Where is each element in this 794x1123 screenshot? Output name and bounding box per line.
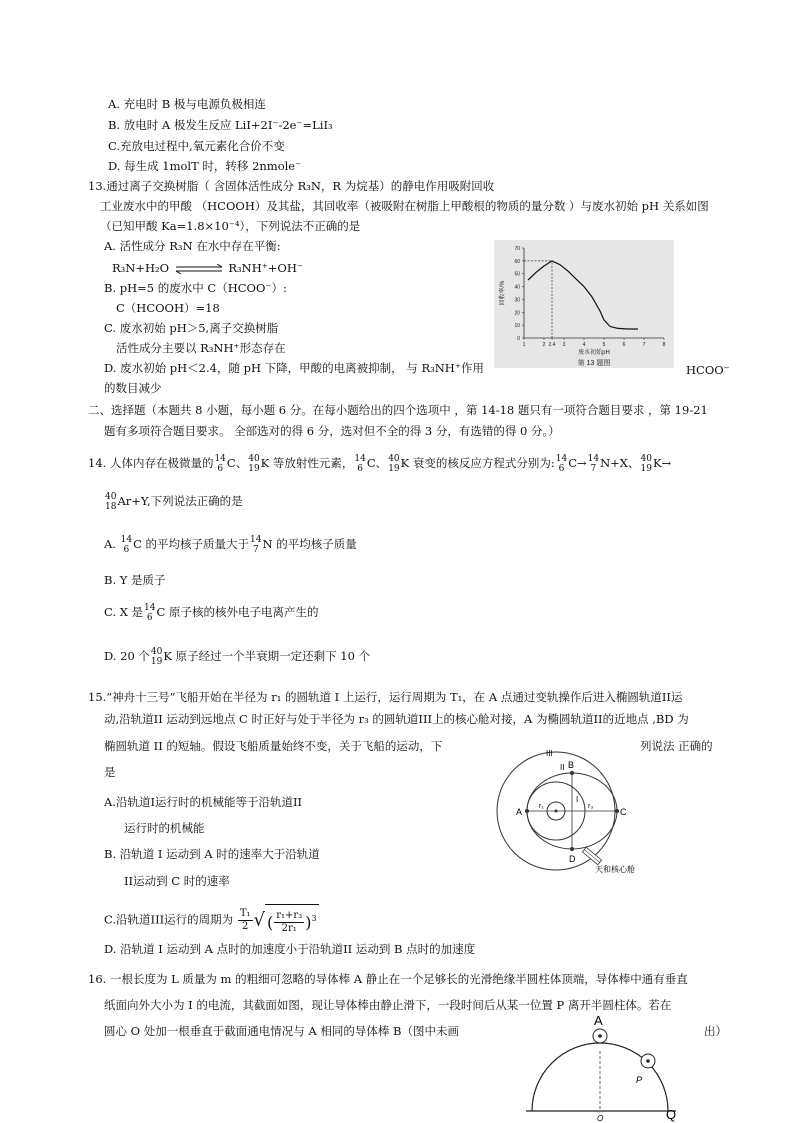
sqrt-radicand: ( $\frac{\text{r₁+r₃}}{\text{2r₁}}$ )$^3$ bbox=[265, 904, 319, 937]
recovery-curve bbox=[528, 261, 638, 329]
nuclide-k40: 40 19 bbox=[388, 454, 400, 474]
label-III: III bbox=[546, 749, 553, 758]
half-cylinder-diagram bbox=[520, 1013, 720, 1123]
q14-a-label: A. bbox=[104, 537, 116, 551]
q13-option-d-line2: 的数目减少 bbox=[104, 381, 162, 395]
label-D: D bbox=[569, 854, 576, 864]
y-tick-label: 0 bbox=[517, 336, 520, 342]
q14-c-end: C 原子核的核外电子电离产生的 bbox=[156, 605, 319, 619]
section2-instructions-line2: 题有多项符合题目要求。 全部选对的得 6 分，选对但不全的得 3 分，有选错的得 0 分。） bbox=[104, 424, 560, 438]
q13-option-c-line1: C. 废水初始 pH＞5,离子交换树脂 bbox=[104, 321, 279, 335]
q14-option-b: B. Y 是质子 bbox=[104, 573, 166, 587]
point-D bbox=[570, 847, 574, 851]
point-A bbox=[525, 809, 529, 813]
q13-option-d-line1: D. 废水初始 pH＜2.4，随 pH 下降，甲酸的电离被抑制， 与 R₃NH⁺作用 bbox=[104, 361, 484, 375]
q15-stem-line3-end: 列说法 正确的 bbox=[640, 739, 713, 753]
y-tick-label: 10 bbox=[514, 323, 520, 330]
label-C: C bbox=[620, 807, 627, 817]
nuclide-c14: 14 6 bbox=[144, 603, 156, 623]
y-tick-label: 70 bbox=[514, 246, 520, 252]
q12-option-b: B. 放电时 A 极发生反应 LiI+2I⁻-2e⁻=LiI₃ bbox=[108, 118, 333, 132]
nuclide-k40: 40 19 bbox=[640, 454, 652, 474]
q14-c-pre: C. X 是 bbox=[104, 605, 144, 619]
q15-c-pre: C.沿轨道III运行的周期为 bbox=[104, 912, 234, 927]
x-tick-label: 8 bbox=[662, 342, 666, 348]
nuclide-c14: 14 6 bbox=[214, 454, 226, 474]
section2-instructions-line1: 二、选择题（本题共 8 小题，每小题 6 分。在每小题给出的四个选项中 ，第 14-18 题只有一项符合题目要求 ，第 19-21 bbox=[88, 403, 708, 417]
y-tick-label: 40 bbox=[514, 284, 520, 291]
label-O: O bbox=[597, 1114, 604, 1123]
q14-d-pre: D. 20 个 bbox=[104, 649, 150, 663]
q13-option-a: A. 活性成分 R₃N 在水中存在平衡: bbox=[104, 239, 281, 253]
q14-text-5: C→ bbox=[568, 456, 587, 470]
q15-option-a-line2: 运行时的机械能 bbox=[124, 821, 205, 835]
x-tick-label: 6 bbox=[622, 342, 626, 348]
q13-equilibrium bbox=[112, 260, 303, 276]
q14-text-4: K 衰变的核反应方程式分别为: bbox=[400, 456, 555, 470]
label-A: A bbox=[516, 807, 523, 817]
q15-stem-line1: 15.“神舟十三号”飞船开始在半径为 r₁ 的圆轨道 I 上运行，运行周期为 T₁，在 A 点通过变轨操作后进入椭圆轨道II运 bbox=[88, 690, 683, 704]
nuclide-n14: 14 7 bbox=[587, 454, 600, 474]
nuclide-k40: 40 19 bbox=[150, 647, 163, 667]
y-axis-label: 回收率/% bbox=[500, 280, 506, 306]
q14-text-2: K 等放射性元素， bbox=[260, 456, 354, 470]
q13-option-d-hcoo: HCOO⁻ bbox=[686, 363, 730, 377]
nuclide-n14: 14 7 bbox=[250, 535, 262, 555]
period-fraction: $\frac{\text{T₁}}{2}$ bbox=[239, 907, 251, 932]
q15-option-b-line2: II运动到 C 时的速率 bbox=[124, 874, 230, 888]
recovery-rate-chart bbox=[494, 240, 674, 368]
q14-d-end: K 原子经过一个半衰期一定还剩下 10 个 bbox=[163, 649, 371, 663]
q15-option-b-line1: B. 沿轨道 I 运动到 A 时的速率大于沿轨道 bbox=[104, 847, 320, 861]
label-r3: r₃ bbox=[588, 803, 594, 810]
q13-option-b-line2: C（HCOOH）=18 bbox=[116, 301, 220, 315]
q16-stem-line3-end: 出） bbox=[704, 1024, 727, 1038]
q13-option-b-line1: B. pH=5 的废水中 C（HCOO⁻）: bbox=[104, 281, 287, 295]
q14-text-1: C、 bbox=[226, 456, 248, 470]
sqrt-icon: √ bbox=[253, 909, 265, 931]
point-C bbox=[615, 809, 619, 813]
label-A: A bbox=[594, 1013, 603, 1028]
label-P: P bbox=[636, 1075, 643, 1085]
q14-a-end: N 的平均核子质量 bbox=[262, 537, 357, 551]
q12-option-c: C.充放电过程中,氧元素化合价不变 bbox=[108, 139, 285, 153]
q14-stem-line1 bbox=[88, 452, 671, 474]
q12-option-a: A. 充电时 B 极与电源负极相连 bbox=[108, 97, 266, 111]
q13-chart-panel bbox=[494, 240, 674, 368]
orbit-diagram bbox=[496, 744, 656, 884]
x-tick-label: 4 bbox=[582, 342, 586, 348]
q13-option-c-line2: 活性成分主要以 R₃NH⁺形态存在 bbox=[116, 341, 286, 355]
q15-option-c bbox=[104, 904, 319, 937]
q15-option-d: D. 沿轨道 I 运动到 A 点时的加速度小于沿轨道II 运动到 B 点时的加速度 bbox=[104, 942, 476, 956]
q14-option-c bbox=[104, 601, 318, 623]
q16-stem-line1: 16. 一根长度为 L 质量为 m 的粗细可忽略的导体棒 A 静止在一个足够长的光滑绝缘半圆柱体顶端，导体棒中通有垂直 bbox=[88, 972, 688, 986]
q13-eq-left: R₃N+H₂O bbox=[112, 261, 170, 275]
nuclide-c14: 14 6 bbox=[354, 454, 366, 474]
x-tick-label: 1 bbox=[522, 342, 526, 348]
q14-intro: 14. 人体内存在极微量的 bbox=[88, 456, 214, 470]
label-II: II bbox=[560, 763, 565, 772]
q13-stem-line1: 13.通过离子交换树脂（ 含固体活性成分 R₃N，R 为烷基）的静电作用吸附回收 bbox=[88, 179, 495, 193]
q15-stem-line4: 是 bbox=[104, 765, 116, 779]
equilibrium-arrow-icon bbox=[174, 264, 224, 274]
point-B bbox=[570, 771, 574, 775]
q14-text-7: K→ bbox=[652, 456, 672, 470]
q14-option-a bbox=[104, 533, 357, 555]
nuclide-c14: 14 6 bbox=[120, 535, 133, 555]
q14-text-3: C、 bbox=[366, 456, 388, 470]
label-station: 天和核心舱 bbox=[595, 865, 635, 874]
label-Q: Q bbox=[666, 1107, 677, 1122]
x-axis-label: 废水初始pH bbox=[578, 350, 610, 356]
y-tick-label: 60 bbox=[514, 258, 520, 265]
label-I: I bbox=[576, 795, 579, 804]
q14-text-8: Ar+Y,下列说法正确的是 bbox=[117, 494, 243, 508]
y-tick-label: 20 bbox=[514, 310, 520, 317]
y-tick-label: 50 bbox=[514, 271, 520, 278]
chart-title: 第 13 题图 bbox=[577, 360, 611, 367]
q15-stem-line2: 动,沿轨道II 运动到远地点 C 时正好与处于半径为 r₃ 的圆轨道III上的核心舱对接，A 为椭圆轨道II的近地点 ,BD 为 bbox=[104, 712, 689, 726]
q15-stem-line3: 椭圆轨道 II 的短轴。假设飞船质量始终不变，关于飞船的运动，下 bbox=[104, 739, 443, 753]
nuclide-c14: 14 6 bbox=[555, 454, 568, 474]
x-tick-label: 2.4 bbox=[548, 342, 556, 348]
label-B: B bbox=[568, 760, 575, 770]
label-r1: r₁ bbox=[539, 803, 544, 810]
q14-text-6: N+X、 bbox=[600, 456, 640, 470]
q13-eq-right: R₃NH⁺+OH⁻ bbox=[228, 261, 303, 275]
y-tick-label: 30 bbox=[514, 297, 520, 304]
q15-option-a-line1: A.沿轨道I运行时的机械能等于沿轨道II bbox=[104, 795, 303, 809]
q13-stem-line3: （已知甲酸 Ka=1.8×10⁻⁴），下列说法不正确的是 bbox=[100, 219, 361, 233]
q14-stem-line2 bbox=[104, 490, 243, 512]
x-tick-label: 7 bbox=[642, 342, 646, 348]
nuclide-ar40: 40 18 bbox=[105, 492, 117, 512]
q14-a-mid: C 的平均核子质量大于 bbox=[133, 537, 250, 551]
q13-stem-line2: 工业废水中的甲酸 （HCOOH）及其盐，其回收率（被吸附在树脂上甲酸根的物质的量分数 ）与废水初始 pH 关系如图 bbox=[100, 199, 709, 213]
q16-stem-line3: 圆心 O 处加一根垂直于截面通电情况与 A 相同的导体棒 B（图中未画 bbox=[104, 1024, 459, 1038]
nuclide-k40: 40 19 bbox=[248, 454, 260, 474]
x-tick-label: 2 bbox=[542, 342, 546, 348]
x-tick-label: 5 bbox=[602, 342, 606, 348]
q14-option-d bbox=[104, 645, 370, 667]
q16-stem-line2: 纸面向外大小为 I 的电流，其截面如图，现让导体棒由静止滑下，一段时间后从某一位置 P 离开半圆柱体。若在 bbox=[104, 998, 672, 1012]
q12-option-d: D. 每生成 1molT 时，转移 2nmole⁻ bbox=[108, 159, 302, 173]
x-tick-label: 3 bbox=[562, 342, 566, 348]
